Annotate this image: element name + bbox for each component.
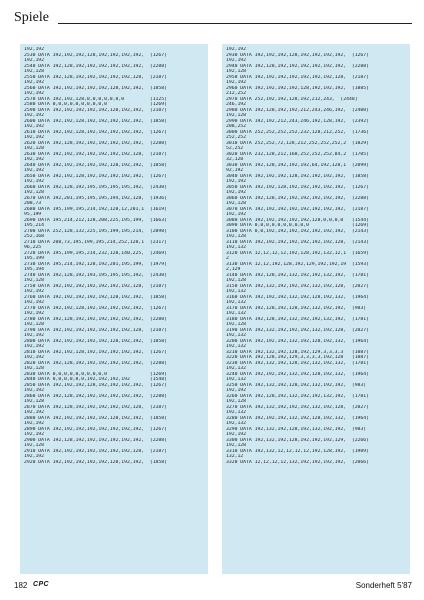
listing-line: 192,132 bbox=[226, 311, 247, 316]
listing-line: 192,192 bbox=[24, 311, 45, 316]
listing-line: 2660 DATA 192,128,192,195,195,195,195,192, [2430] bbox=[24, 184, 167, 190]
listing-line: 2580 DATA 0,0,0,0,0,0,0,0,0,0 [1269] bbox=[24, 102, 167, 107]
listing-line: 3290 DATA 192,132,192,128,192,132,192,192, [983] bbox=[226, 426, 367, 432]
listing-line: 3220 DATA 192,128,192,129,3,3,3,3,192,128 [1087] bbox=[226, 355, 369, 360]
header-rule bbox=[58, 23, 412, 24]
listing-line: 192,192 bbox=[24, 135, 45, 140]
listing-line: 3140 DATA 192,128,192,132,192,192,132,192, [1781] bbox=[226, 272, 369, 278]
listing-line: 3250 DATA 192,132,192,128,192,132,192,192, [983] bbox=[226, 382, 367, 388]
listing-line: 3260 DATA 192,128,192,132,192,192,132,192, [1781] bbox=[226, 393, 369, 399]
listing-line: 192,192 bbox=[24, 47, 45, 52]
listing-line: 3070 DATA 192,192,192,192,192,192,192,192, [2187] bbox=[226, 206, 369, 212]
listing-line: 2980 DATA 192,128,192,192,212,243,246,192, [2400] bbox=[226, 107, 369, 113]
listing-line: 2820 DATA 192,128,192,192,192,192,192,192, [2288] bbox=[24, 360, 167, 366]
listing-line: 2570 DATA 192,192,128,0,0,0,0,0,0,0 [1125] bbox=[24, 96, 167, 102]
listing-line: 32,128 bbox=[226, 157, 244, 162]
listing-line: 2920 DATA 192,192,192,192,192,128,192,192, [1858] bbox=[24, 459, 167, 465]
listing-line: 3100 DATA 0,0,192,192,192,192,192,192,192, [2143] bbox=[226, 228, 369, 234]
listing-line: 192,128 bbox=[24, 322, 45, 327]
listing-line: 3230 DATA 192,132,192,128,192,132,192,132, [1781] bbox=[226, 360, 369, 366]
listing-line: 2650 DATA 192,192,128,192,192,192,192,192, [1267] bbox=[24, 173, 167, 179]
listing-line: 2800 DATA 192,192,192,192,192,128,192,192, [1858] bbox=[24, 338, 167, 344]
listing-line: 2900 DATA 192,128,192,192,192,192,192,192, [2288] bbox=[24, 437, 167, 443]
listing-line: 3240 DATA 192,192,192,132,192,128,192,132, [1964] bbox=[226, 371, 369, 377]
listing-line: 3170 DATA 192,128,192,128,192,132,192,192, [983] bbox=[226, 305, 367, 311]
listing-line: 192,128 bbox=[24, 399, 45, 404]
listing-line: 3090 DATA 0,0,0,0,0,0,0,0,0,0 [1269] bbox=[226, 223, 369, 228]
listing-line: 252,168 bbox=[24, 234, 45, 239]
listing-line: 192,192 bbox=[24, 333, 45, 338]
listing-column-right bbox=[222, 44, 410, 574]
listing-line: 192,192 bbox=[226, 179, 247, 184]
listing-line: 2870 DATA 192,128,192,192,192,192,192,128, [2187] bbox=[24, 404, 167, 410]
listing-line: 132,12 bbox=[226, 454, 244, 459]
listing-line: 2780 DATA 192,128,192,192,192,192,192,192, [2288] bbox=[24, 316, 167, 322]
listing-line: 2840 DATA 0,0,0,0,0,0,192,192,192,192 [1548] bbox=[24, 377, 167, 382]
listing-line: 2720 DATA 195,199,195,214,232,128,140,225, [2469] bbox=[24, 250, 167, 256]
issue-label: Sonderheft 5'87 bbox=[355, 581, 412, 590]
listing-line: 192,132 bbox=[226, 289, 247, 294]
listing-line: 2,129 bbox=[226, 267, 241, 272]
listing-line: 252,252 bbox=[226, 135, 247, 140]
listing-line: 192,128 bbox=[24, 366, 45, 371]
page-number: 182 bbox=[14, 581, 28, 590]
listing-line: 192,128 bbox=[226, 201, 247, 206]
cpc-logo: CPC bbox=[33, 581, 49, 588]
listing-line: 2600 DATA 192,192,128,192,192,192,192,192, [1858] bbox=[24, 118, 167, 124]
listing-line: 192,132 bbox=[226, 333, 247, 338]
listing-line: 2790 DATA 192,192,192,192,192,192,192,128, [2187] bbox=[24, 327, 167, 333]
listing-line: 2860 DATA 192,128,192,192,192,192,192,192, [2288] bbox=[24, 393, 167, 399]
listing-line: 192,192 bbox=[226, 388, 247, 393]
listing-line: 192,192 bbox=[24, 179, 45, 184]
listing-line: 212,252 bbox=[226, 91, 247, 96]
listing-line: 192,128 bbox=[24, 278, 45, 283]
listing-line: 2910 DATA 192,192,192,192,192,192,192,128, [2187] bbox=[24, 448, 167, 454]
listing-line: 192,132 bbox=[226, 366, 247, 371]
page-header bbox=[14, 10, 412, 32]
listing-line: 96,225 bbox=[24, 245, 42, 250]
listing-line: 2620 DATA 192,128,192,192,192,192,192,192, [2288] bbox=[24, 140, 167, 146]
listing-line: 195,199 bbox=[24, 256, 45, 261]
listing-line: 2550 DATA 192,128,192,192,192,192,192,128, [2187] bbox=[24, 74, 167, 80]
listing-line: 192,128 bbox=[24, 443, 45, 448]
listing-line: 3020 DATA 232,128,212,168,252,252,252,84,2 [1705] bbox=[226, 151, 369, 157]
listing-line: 192,192 bbox=[24, 454, 45, 459]
listing-line: 2640 DATA 192,192,192,192,192,128,192,192, [1858] bbox=[24, 162, 167, 168]
listing-line: 192,192 bbox=[24, 157, 45, 162]
listing-line: 3200 DATA 192,192,192,132,192,128,192,132, [1964] bbox=[226, 338, 369, 344]
listing-line: 246,192 bbox=[226, 102, 247, 107]
listing-line: 2710 DATA 208,73,195,199,195,214,252,128,1 [2317] bbox=[24, 239, 167, 245]
listing-line: 2940 DATA 192,128,192,192,192,192,192,192, [2288] bbox=[226, 63, 369, 69]
listing-line: 192,192 bbox=[226, 190, 247, 195]
listing-line: 195,194 bbox=[24, 267, 45, 272]
listing-line: 192,192 bbox=[24, 91, 45, 96]
listing-line: 2560 DATA 192,192,192,192,192,128,192,192, [1858] bbox=[24, 85, 167, 91]
listing-line: 2930 DATA 192,192,192,128,192,192,192,192, [1267] bbox=[226, 52, 369, 58]
listing-line: 3050 DATA 192,192,128,192,192,192,192,192, [1267] bbox=[226, 184, 369, 190]
listing-line: 192,192 bbox=[24, 344, 45, 349]
listing-line: 3110 DATA 192,192,192,192,192,192,192,128, [2143] bbox=[226, 239, 369, 245]
listing-line: 3150 DATA 192,132,192,192,192,132,192,128, [2027] bbox=[226, 283, 369, 289]
listing-line: 208,252 bbox=[226, 124, 247, 129]
listing-line: 2990 DATA 192,192,212,243,246,192,128,192, [2392] bbox=[226, 118, 369, 124]
listing-line: 2700 DATA 252,128,132,225,195,199,195,214, [2098] bbox=[24, 228, 167, 234]
listing-line: 92,192 bbox=[226, 168, 244, 173]
listing-line: 2530 DATA 192,192,192,128,192,192,192,192, [1267] bbox=[24, 52, 167, 58]
listing-line: 2890 DATA 192,192,192,192,192,192,192,192, [1267] bbox=[24, 426, 167, 432]
listing-line: 2670 DATA 192,201,195,195,195,194,192,128, [1936] bbox=[24, 195, 167, 201]
listing-line: 192,128 bbox=[226, 399, 247, 404]
listing-line: 3010 DATA 252,252,72,128,212,252,252,252,2 [1829] bbox=[226, 140, 369, 146]
listing-line: 2830 DATA 0,0,0,0,0,0,0,0,0,0 [1269] bbox=[24, 371, 167, 377]
listing-line: 2630 DATA 192,192,192,192,192,192,192,128, [2187] bbox=[24, 151, 167, 157]
listing-line: 2960 DATA 192,192,192,192,128,192,192,192, [1885] bbox=[226, 85, 369, 91]
listing-line: 192,192 bbox=[24, 421, 45, 426]
listing-line: 2880 DATA 192,192,192,192,192,128,192,192, [1858] bbox=[24, 415, 167, 421]
listing-line: 192,132 bbox=[226, 300, 247, 305]
listing-line: 3040 DATA 192,192,192,128,192,192,192,192, [1858] bbox=[226, 173, 369, 179]
listing-line: 2 bbox=[226, 256, 229, 261]
listing-line: 2970 DATA 252,192,192,128,192,212,243, [2448] bbox=[226, 96, 358, 102]
listing-line: 192,128 bbox=[24, 146, 45, 151]
listing-line: 208,73 bbox=[24, 201, 42, 206]
page-footer bbox=[14, 581, 412, 593]
listing-line: 2750 DATA 192,192,192,192,192,192,192,128, [2187] bbox=[24, 283, 167, 289]
listing-line: 192,192 bbox=[24, 124, 45, 129]
listing-line: 3060 DATA 192,128,192,192,192,192,192,192, [2288] bbox=[226, 195, 369, 201]
listing-line: 52,252 bbox=[226, 146, 244, 151]
listing-line: 195,214 bbox=[24, 223, 45, 228]
listing-line: 2810 DATA 192,192,128,192,192,192,192,192, [1267] bbox=[24, 349, 167, 355]
listing-line: 192,192 bbox=[226, 47, 247, 52]
listing-line: 192,128 bbox=[24, 190, 45, 195]
listing-line: 192,128 bbox=[226, 69, 247, 74]
listing-line: 192,192 bbox=[24, 289, 45, 294]
listing-line: 3030 DATA 192,128,192,192,192,64,192,128,1 [2099] bbox=[226, 162, 369, 168]
listing-line: 2540 DATA 192,128,192,192,192,192,192,192, [2288] bbox=[24, 63, 167, 69]
listing-line: 3300 DATA 192,132,192,128,192,192,192,129, [2266] bbox=[226, 437, 369, 443]
listing-line: 192,128 bbox=[226, 234, 247, 239]
listing-line: 192,192 bbox=[24, 388, 45, 393]
listing-line: 3280 DATA 192,192,192,132,192,128,192,132, [1964] bbox=[226, 415, 369, 421]
listing-line: 3180 DATA 192,128,192,132,192,192,132,192, [1781] bbox=[226, 316, 369, 322]
section-title: Spiele bbox=[14, 10, 49, 25]
listing-line: 2680 DATA 195,199,195,214,192,128,12,201,1 [1619] bbox=[24, 206, 167, 212]
listing-line: 192,192 bbox=[24, 432, 45, 437]
listing-line: 192,192 bbox=[226, 432, 247, 437]
listing-line: 192,192 bbox=[226, 212, 247, 217]
listing-line: 3190 DATA 192,132,192,192,192,132,192,128, [2027] bbox=[226, 327, 369, 333]
listing-line: 192,128 bbox=[24, 69, 45, 74]
listing-line: 3270 DATA 192,132,192,192,192,132,192,128, [2027] bbox=[226, 404, 369, 410]
listing-line: 192,192 bbox=[24, 355, 45, 360]
listing-line: 192,132 bbox=[226, 421, 247, 426]
listing-line: 3130 DATA 12,12,192,128,192,129,192,192,19 [1593] bbox=[226, 261, 369, 267]
listing-line: 192,192 bbox=[24, 168, 45, 173]
listing-line: 192,192 bbox=[24, 410, 45, 415]
listing-line: 192,128 bbox=[226, 322, 247, 327]
listing-line: 192,128 bbox=[226, 443, 247, 448]
listing-line: 2690 DATA 195,214,212,128,208,225,195,199, [1663] bbox=[24, 217, 167, 223]
listing-line: 3210 DATA 192,132,192,128,192,129,3,3,3,3 [1087] bbox=[226, 349, 369, 355]
listing-line: 2760 DATA 192,192,192,192,192,128,192,192, [1858] bbox=[24, 294, 167, 300]
listing-line: 2730 DATA 195,214,192,128,192,201,195,199, [1979] bbox=[24, 261, 167, 267]
listing-line: 192,192 bbox=[226, 80, 247, 85]
listing-line: 3080 DATA 192,192,192,192,192,128,0,0,0,0 [1544] bbox=[226, 217, 369, 223]
listing-line: 2950 DATA 192,192,192,192,192,192,192,128, [2187] bbox=[226, 74, 369, 80]
listing-line: 2610 DATA 192,192,128,192,192,192,192,192, [1267] bbox=[24, 129, 167, 135]
listing-line: 192,132 bbox=[226, 410, 247, 415]
listing-line: 3160 DATA 192,192,192,132,192,128,192,132, [1964] bbox=[226, 294, 369, 300]
listing-line: 192,128 bbox=[226, 113, 247, 118]
listing-line: 192,132 bbox=[226, 344, 247, 349]
listing-line: 3320 DATA 12,12,12,12,132,192,192,192,192, [2066] bbox=[226, 459, 369, 465]
listing-line: 192,192 bbox=[226, 58, 247, 63]
listing-line: 2850 DATA 192,192,192,128,192,192,192,192, [1267] bbox=[24, 382, 167, 388]
listing-line: 192,192 bbox=[24, 80, 45, 85]
listing-line: 192,132 bbox=[226, 377, 247, 382]
listing-column-left bbox=[20, 44, 208, 574]
listing-line: 192,132 bbox=[226, 245, 247, 250]
listing-line: 3120 DATA 12,12,12,12,192,128,192,132,12,1 [1659] bbox=[226, 250, 369, 256]
listing-line: 95,199 bbox=[24, 212, 42, 217]
listing-line: 2740 DATA 192,128,192,193,195,195,195,192, [2430] bbox=[24, 272, 167, 278]
listing-line: 2590 DATA 192,192,192,192,192,128,192,192, [2187] bbox=[24, 107, 167, 113]
listing-line: 192,128 bbox=[226, 278, 247, 283]
listing-line: 3000 DATA 252,252,252,252,232,128,212,252, [1736] bbox=[226, 129, 369, 135]
listing-line: 192,192 bbox=[24, 113, 45, 118]
listing-line: 192,192 bbox=[24, 58, 45, 63]
listing-line: 192,192 bbox=[24, 300, 45, 305]
listing-line: 3310 DATA 192,132,12,12,12,12,192,128,192, [1909] bbox=[226, 448, 369, 454]
listing-line: 2770 DATA 192,192,128,192,192,192,192,192, [1267] bbox=[24, 305, 167, 311]
